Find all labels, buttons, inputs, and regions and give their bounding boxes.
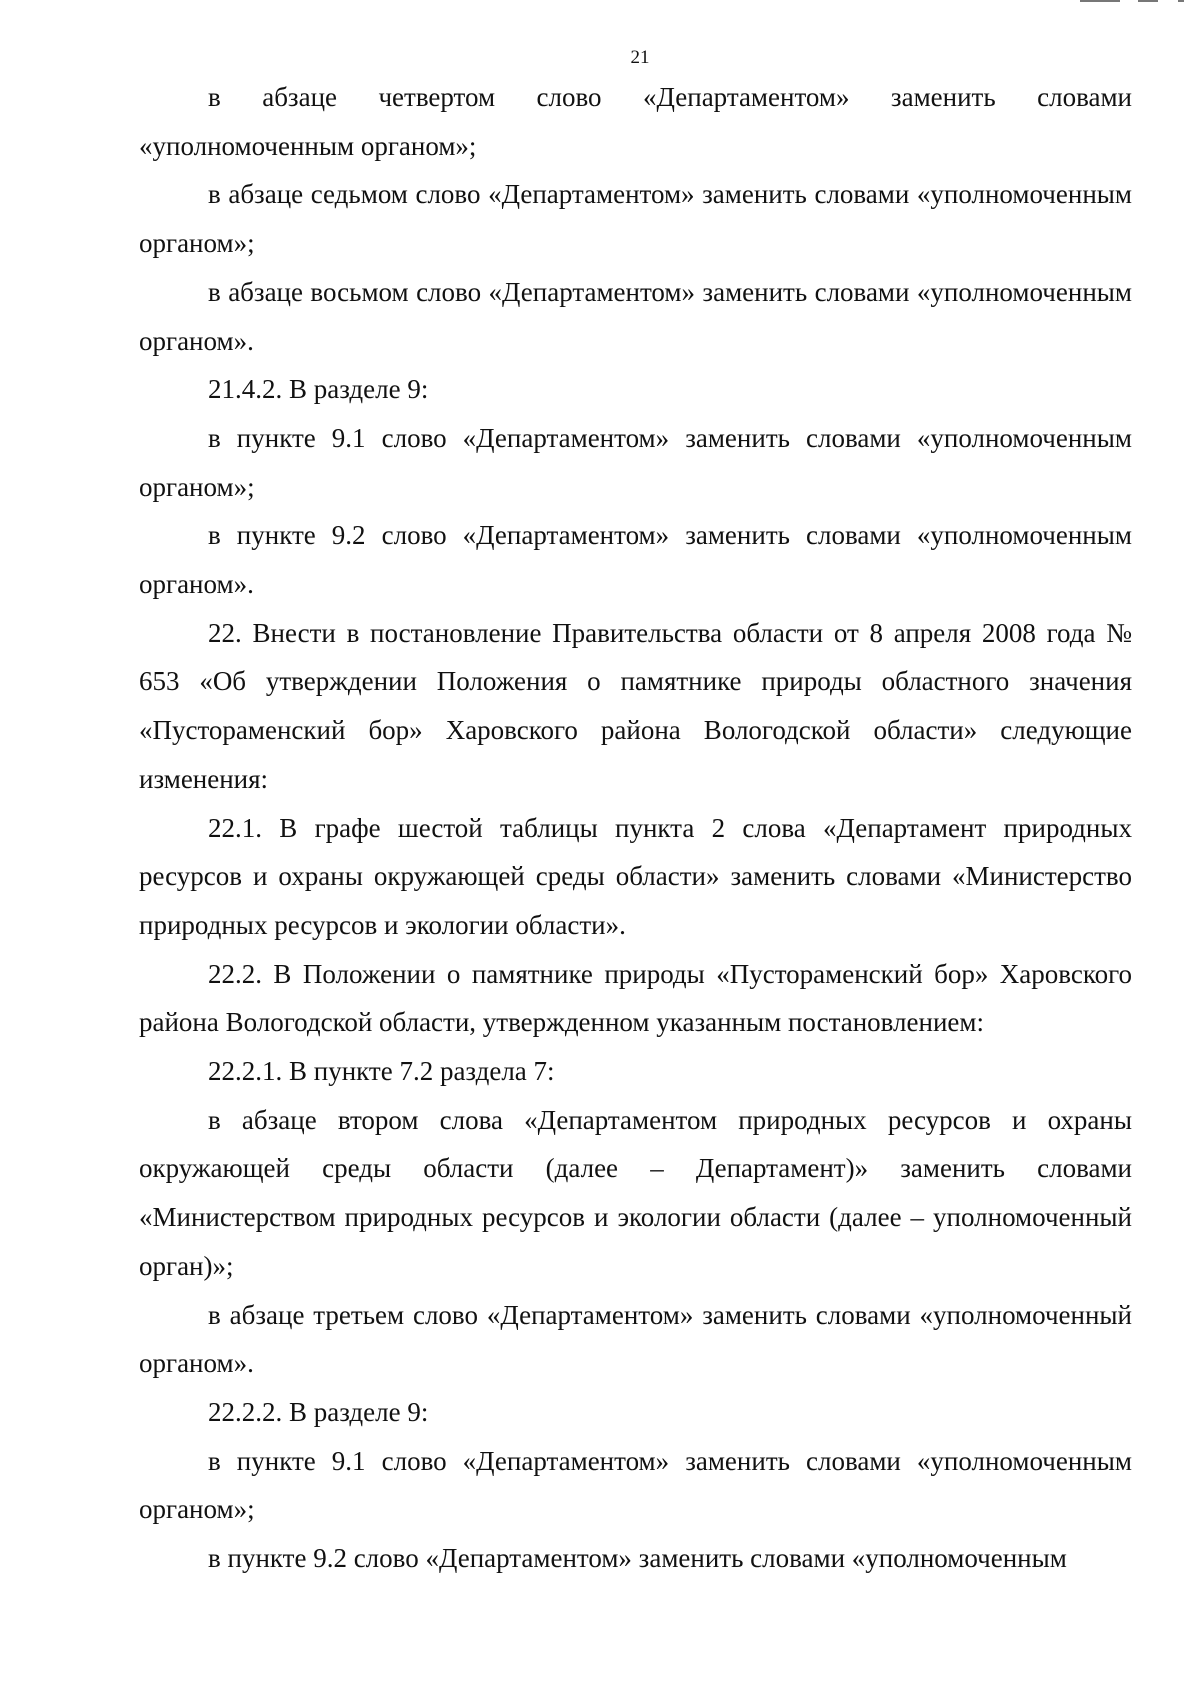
paragraph: в абзаце седьмом слово «Департаментом» заменить словами «уполномоченным органом»; (139, 179, 1132, 259)
paragraph: в абзаце четвертом слово «Департаментом» заменить словами «уполномоченным органом»; (139, 82, 1132, 161)
paragraph: в абзаце втором слова «Департаментом природных ресурсов и охраны окружающей среды области (далее – Департамент)» заменить словами «Министерством природных ресурсов и экологии области (далее – уполномоченный орган)»; (139, 1104, 1132, 1281)
paragraph: в пункте 9.2 слово «Департаментом» заменить словами «уполномоченным (208, 1543, 1067, 1574)
section-heading: 22.2.2. В разделе 9: (208, 1396, 429, 1427)
paragraph: в абзаце третьем слово «Департаментом» заменить словами «уполномоченный органом». (139, 1299, 1132, 1379)
paragraph: в пункте 9.2 слово «Департаментом» заменить словами «уполномоченным органом». (139, 520, 1132, 600)
scan-edge-mark (1060, 0, 1200, 6)
document-body (139, 73, 1132, 1583)
paragraph: в пункте 9.1 слово «Департаментом» заменить словами «уполномоченным органом»; (139, 422, 1132, 502)
paragraph: 22.1. В графе шестой таблицы пункта 2 слова «Департамент природных ресурсов и охраны окружающей среды области» заменить словами «Министерство природных ресурсов и экологии области». (139, 812, 1132, 940)
paragraph: в пункте 9.1 слово «Департаментом» заменить словами «уполномоченным органом»; (139, 1445, 1132, 1525)
section-heading: 21.4.2. В разделе 9: (208, 374, 429, 405)
page-number: 21 (630, 47, 650, 68)
section-heading: 22.2.1. В пункте 7.2 раздела 7: (208, 1056, 555, 1087)
paragraph: 22. Внести в постановление Правительства области от 8 апреля 2008 года № 653 «Об утверждении Положения о памятнике природы областного значения «Пустораменский бор» Харовского района Вологодской области» следующие изменения: (139, 617, 1132, 794)
paragraph: 22.2. В Положении о памятнике природы «Пустораменский бор» Харовского района Вологодской области, утвержденном указанным постановлением: (139, 958, 1132, 1038)
paragraph: в абзаце восьмом слово «Департаментом» заменить словами «уполномоченным органом». (139, 276, 1132, 356)
